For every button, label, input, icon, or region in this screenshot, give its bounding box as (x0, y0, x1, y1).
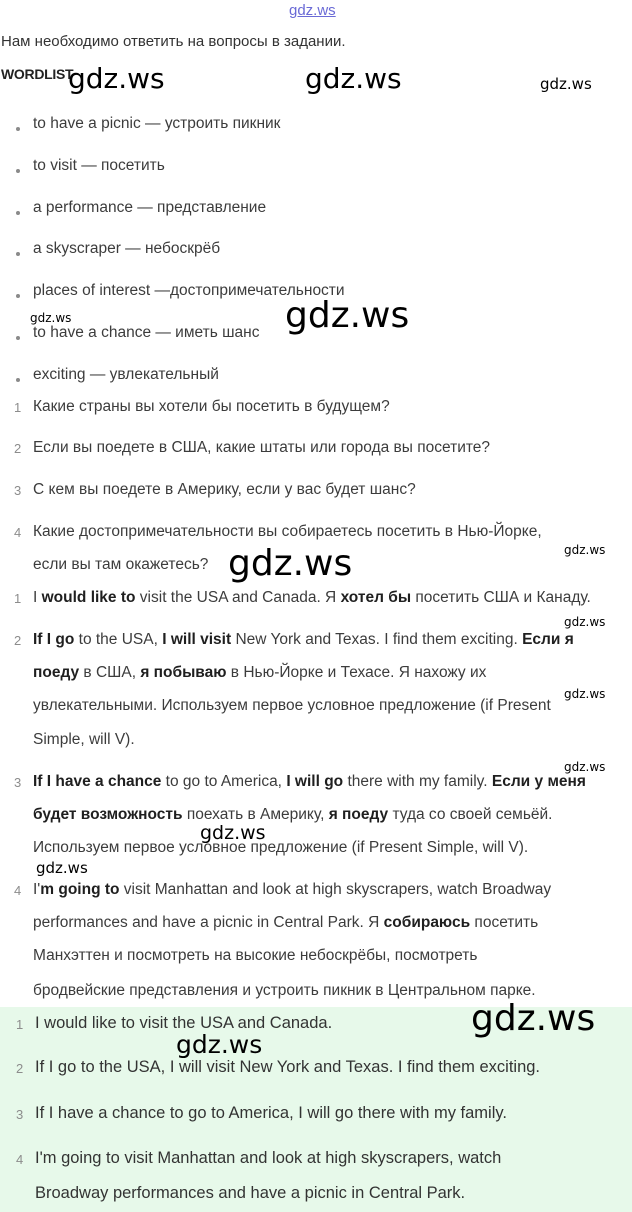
question-number: 1 (14, 400, 22, 415)
site-link[interactable]: gdz.ws (289, 2, 336, 19)
answer-text (33, 881, 551, 899)
final-answer-number: 3 (16, 1107, 24, 1122)
answer-phrase: visit Manhattan and look at high skyscrapers, watch Broadway (119, 881, 552, 898)
watermark: gdz.ws (285, 295, 410, 336)
final-answer-text: Broadway performances and have a picnic in Central Park. (35, 1184, 466, 1202)
answer-phrase: to the USA, (74, 631, 163, 648)
answer-bold-phrase: I will go (286, 773, 344, 790)
final-answer-text: I would like to visit the USA and Canada. (35, 1014, 333, 1032)
answer-phrase: visit the USA and Canada. Я (135, 589, 341, 606)
answer-bold-phrase: я поеду (328, 806, 389, 823)
question-text: Если вы поедете в США, какие штаты или города вы посетите? (33, 439, 491, 456)
answer-bold-phrase: Если у меня (491, 773, 586, 790)
final-answer-text: If I go to the USA, I will visit New York and Texas. I find them exciting. (35, 1058, 541, 1076)
answer-phrase: посетить США и Канаду. (411, 589, 591, 606)
answer-bold-phrase: would like to (41, 589, 136, 606)
question-text: Какие страны вы хотели бы посетить в будущем? (33, 398, 390, 415)
answer-phrase: Манхэттен и посмотреть на высокие небоскрёбы, посмотреть (33, 947, 478, 964)
watermark: gdz.ws (176, 1030, 263, 1059)
answer-bold-phrase: собираюсь (383, 914, 471, 931)
watermark: gdz.ws (564, 760, 606, 774)
question-number: 4 (14, 525, 22, 540)
watermark: gdz.ws (471, 998, 596, 1039)
wordlist-item: exciting — увлекательный (33, 366, 219, 383)
watermark: gdz.ws (564, 687, 606, 701)
answer-text (33, 982, 536, 1000)
question-number: 2 (14, 441, 22, 456)
answer-text (33, 731, 135, 749)
final-answer-text: If I have a chance to go to America, I will go there with my family. (35, 1104, 507, 1122)
answer-bold-phrase: хотел бы (340, 589, 412, 606)
answer-number: 3 (14, 775, 22, 790)
answer-phrase: to go to America, (161, 773, 287, 790)
answer-bold-phrase: я побываю (140, 664, 227, 681)
wordlist-item: to visit — посетить (33, 157, 165, 174)
final-answer-number: 1 (16, 1017, 24, 1032)
answer-text (33, 806, 552, 824)
watermark: gdz.ws (540, 75, 592, 93)
answer-phrase: туда со своей семьёй. (388, 806, 553, 823)
answer-text (33, 947, 477, 965)
bullet-icon (16, 127, 20, 131)
answer-phrase: I (33, 589, 42, 606)
question-text: Какие достопримечательности вы собираетесь посетить в Нью-Йорке, (33, 523, 542, 540)
answer-phrase: в Нью-Йорке и Техасе. Я нахожу их (226, 664, 487, 681)
watermark: gdz.ws (228, 543, 353, 584)
wordlist-item: to have a picnic — устроить пикник (33, 115, 281, 132)
bullet-icon (16, 211, 20, 215)
watermark: gdz.ws (36, 859, 88, 877)
bullet-icon (16, 294, 20, 298)
question-text: С кем вы поедете в Америку, если у вас будет шанс? (33, 481, 416, 498)
question-text: если вы там окажетесь? (33, 556, 209, 573)
answer-bold-phrase: I will visit (162, 631, 232, 648)
watermark: gdz.ws (68, 62, 165, 95)
answer-bold-phrase: m going to (40, 881, 120, 898)
final-answer-text: I'm going to visit Manhattan and look at high skyscrapers, watch (35, 1149, 502, 1167)
answer-phrase: бродвейские представления и устроить пикник в Центральном парке. (33, 982, 536, 999)
answer-number: 1 (14, 591, 22, 606)
answer-text (33, 697, 551, 715)
answer-phrase: увлекательными. Используем первое условное предложение (if Present (33, 697, 551, 714)
bullet-icon (16, 169, 20, 173)
answer-phrase: посетить (470, 914, 539, 931)
answer-text (33, 631, 574, 649)
wordlist-heading: WORDLIST (1, 66, 74, 82)
answer-phrase: New York and Texas. I find them exciting. (231, 631, 523, 648)
watermark: gdz.ws (200, 822, 266, 844)
final-answer-number: 2 (16, 1061, 24, 1076)
final-answer-number: 4 (16, 1152, 24, 1167)
answer-bold-phrase: If I have a chance (33, 773, 162, 790)
answer-phrase: поехать в Америку, (182, 806, 329, 823)
answer-phrase: Simple, will V). (33, 731, 135, 748)
watermark: gdz.ws (30, 311, 72, 325)
answer-bold-phrase: If I go (33, 631, 75, 648)
answer-phrase: в США, (79, 664, 141, 681)
watermark: gdz.ws (564, 543, 606, 557)
wordlist-item: places of interest —достопримечательности (33, 282, 345, 299)
question-number: 3 (14, 483, 22, 498)
wordlist-item: a performance — представление (33, 199, 267, 216)
answer-phrase: I' (33, 881, 41, 898)
watermark: gdz.ws (564, 615, 606, 629)
watermark: gdz.ws (305, 62, 402, 95)
answer-number: 4 (14, 883, 22, 898)
bullet-icon (16, 252, 20, 256)
answer-text (33, 773, 586, 791)
wordlist-item: to have a chance — иметь шанс (33, 324, 260, 341)
answer-text (33, 664, 486, 682)
answer-phrase: there with my family. (343, 773, 492, 790)
bullet-icon (16, 378, 20, 382)
answer-number: 2 (14, 633, 22, 648)
answer-phrase: Используем первое условное предложение (if Present Simple, will V). (33, 839, 529, 856)
wordlist-item: a skyscraper — небоскрёб (33, 240, 221, 257)
answer-text (33, 589, 591, 607)
answer-text (33, 914, 538, 932)
bullet-icon (16, 336, 20, 340)
answer-phrase: performances and have a picnic in Central Park. Я (33, 914, 384, 931)
answer-bold-phrase: поеду (33, 664, 80, 681)
answer-text (33, 839, 528, 857)
answer-bold-phrase: Если я (522, 631, 574, 648)
intro-text: Нам необходимо ответить на вопросы в задании. (1, 33, 346, 50)
answer-bold-phrase: будет возможность (33, 806, 183, 823)
